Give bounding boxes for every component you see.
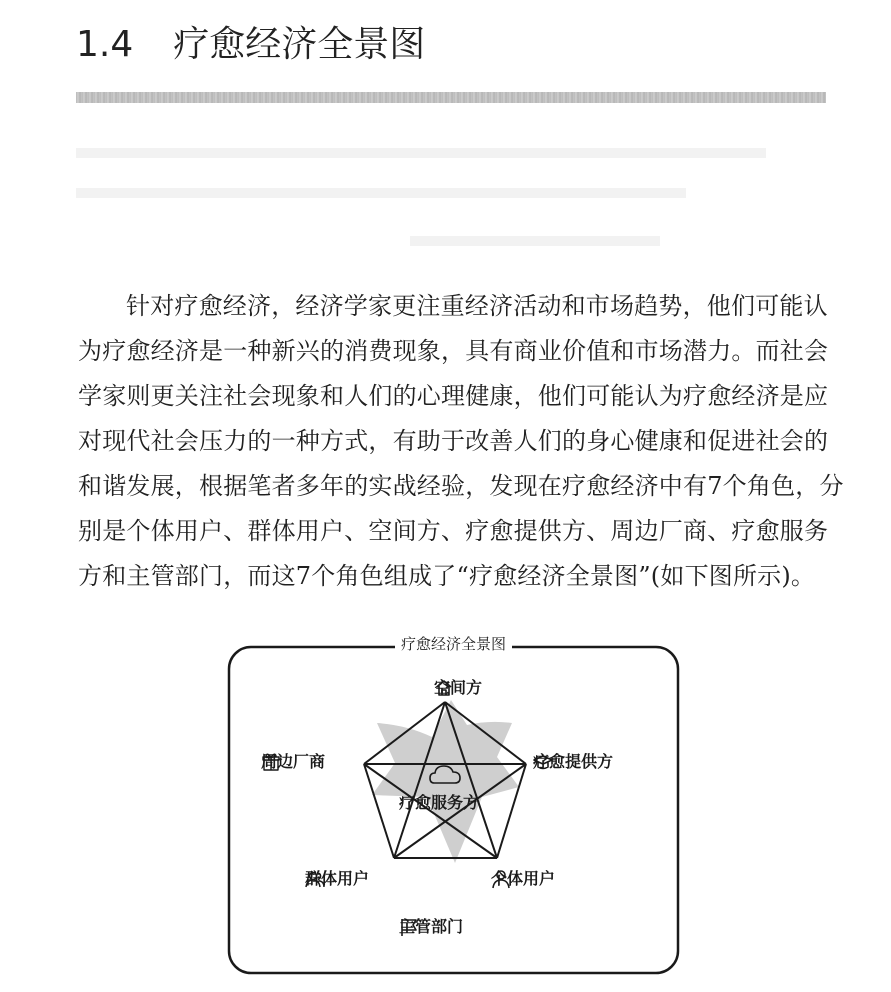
paragraph-line: 和谐发展，根据笔者多年的实战经验，发现在疗愈经济中有7个角色，分 (78, 472, 844, 500)
section-heading (76, 16, 425, 74)
panorama-figure (227, 635, 680, 975)
paragraph-line: 为疗愈经济是一种新兴的消费现象，具有商业价值和市场潜力。而社会 (78, 337, 829, 365)
node-vendors-label: 周边厂商 (261, 752, 326, 771)
center-star (372, 700, 519, 863)
node-authorities (399, 917, 463, 937)
heading-rule (76, 92, 826, 103)
figure-title: 疗愈经济全景图 (227, 633, 680, 655)
node-provider (533, 752, 613, 772)
node-vendors (261, 752, 325, 772)
paragraph-line: 对现代社会压力的一种方式，有助于改善人们的身心健康和促进社会的 (78, 427, 829, 455)
node-individual-users (491, 869, 555, 889)
node-provider-label: 疗愈提供方 (533, 752, 614, 771)
paragraph-line: 别是个体用户、群体用户、空间方、疗愈提供方、周边厂商、疗愈服务 (78, 517, 829, 545)
node-space (434, 678, 482, 698)
node-group-users (305, 869, 369, 889)
section-title: 疗愈经济全景图 (173, 24, 426, 65)
node-authorities-label: 主管部门 (399, 917, 464, 936)
show-through-line (410, 236, 660, 246)
house-icon (434, 678, 454, 698)
flag-icon (399, 917, 419, 937)
paragraph-line: 针对疗愈经济，经济学家更注重经济活动和市场趋势，他们可能认 (126, 292, 828, 320)
person-icon (491, 869, 511, 889)
graduation-cap-icon (533, 752, 553, 772)
group-icon (305, 869, 325, 889)
gift-icon (261, 752, 281, 772)
section-number: 1.4 (76, 24, 134, 65)
show-through-line (76, 148, 766, 158)
center-node-label: 疗愈服务方 (399, 793, 480, 812)
node-individual-users-label: 个体用户 (491, 869, 556, 888)
node-space-label: 空间方 (434, 678, 483, 697)
paragraph-line: 学家则更关注社会现象和人们的心理健康，他们可能认为疗愈经济是应 (78, 382, 829, 410)
body-paragraph (78, 284, 844, 599)
node-group-users-label: 群体用户 (305, 869, 370, 888)
paragraph-line: 方和主管部门，而这7个角色组成了“疗愈经济全景图”(如下图所示)。 (78, 562, 816, 590)
show-through-line (76, 188, 686, 198)
